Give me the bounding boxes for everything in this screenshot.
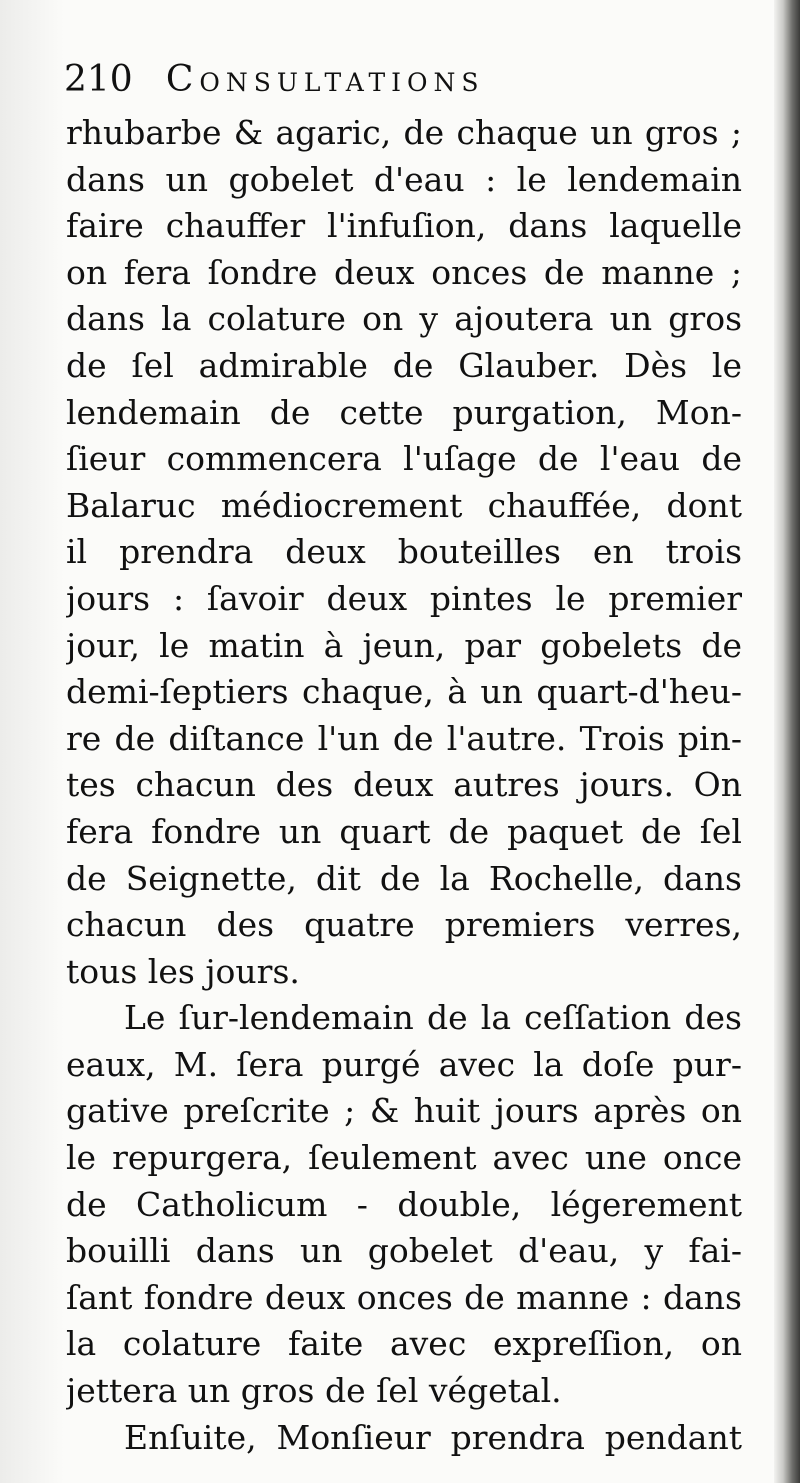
text-line: dans un gobelet d'eau : le lendemain xyxy=(66,159,742,199)
text-line: on fera ſondre deux onces de manne ; xyxy=(66,252,742,292)
text-line: Le ſur-lendemain de la ceſſation des xyxy=(124,998,742,1038)
page-number: 210 xyxy=(64,59,133,100)
text-line: lendemain de cette purgation, Mon- xyxy=(66,392,742,432)
text-line: de ſel admirable de Glauber. Dès le xyxy=(66,345,742,385)
text-line: jours : ſavoir deux pintes le premier xyxy=(66,578,742,618)
text-line: bouilli dans un gobelet d'eau, y fai- xyxy=(66,1231,742,1271)
text-line: de Seignette, dit de la Rochelle, dans xyxy=(66,858,742,898)
text-line: demi-ſeptiers chaque, à un quart-d'heu- xyxy=(66,672,742,712)
text-line: re de diſtance l'un de l'autre. Trois pin- xyxy=(66,718,742,758)
text-line: chacun des quatre premiers verres, xyxy=(66,905,742,945)
text-line: tes chacun des deux autres jours. On xyxy=(66,765,742,805)
text-line: de Catholicum - double, légerement xyxy=(66,1184,742,1224)
text-line: eaux, M. ſera purgé avec la doſe pur- xyxy=(66,1044,742,1084)
text-line: dans la colature on y ajoutera un gros xyxy=(66,299,742,339)
text-line: rhubarbe & agaric, de chaque un gros ; xyxy=(66,113,742,152)
text-line: fera fondre un quart de paquet de ſel xyxy=(66,811,742,851)
text-line: tous les jours. xyxy=(66,951,300,991)
text-line: ſieur commencera l'uſage de l'eau de xyxy=(66,439,742,479)
text-line: la colature faite avec expreſſion, on xyxy=(66,1324,742,1364)
binding-gutter xyxy=(774,0,800,1483)
running-head xyxy=(64,52,724,108)
text-line: jettera un gros de ſel végetal. xyxy=(66,1371,562,1411)
text-line: le repurgera, ſeulement avec une once xyxy=(66,1138,742,1178)
page-edge-shadow xyxy=(0,0,64,1483)
running-title: Consultations xyxy=(165,59,485,100)
text-line: Balaruc médiocrement chauffée, dont xyxy=(66,485,742,525)
text-line: gative preſcrite ; & huit jours après on xyxy=(66,1091,742,1131)
text-line: ſant fondre deux onces de manne : dans xyxy=(66,1277,742,1317)
text-line: il prendra deux bouteilles en trois xyxy=(66,532,742,572)
text-line: faire chauffer l'infuſion, dans laquelle xyxy=(66,206,742,246)
body-text xyxy=(66,110,742,1461)
text-line: jour, le matin à jeun, par gobelets de xyxy=(66,625,742,665)
text-line: Enſuite, Monſieur prendra pendant xyxy=(124,1417,742,1457)
